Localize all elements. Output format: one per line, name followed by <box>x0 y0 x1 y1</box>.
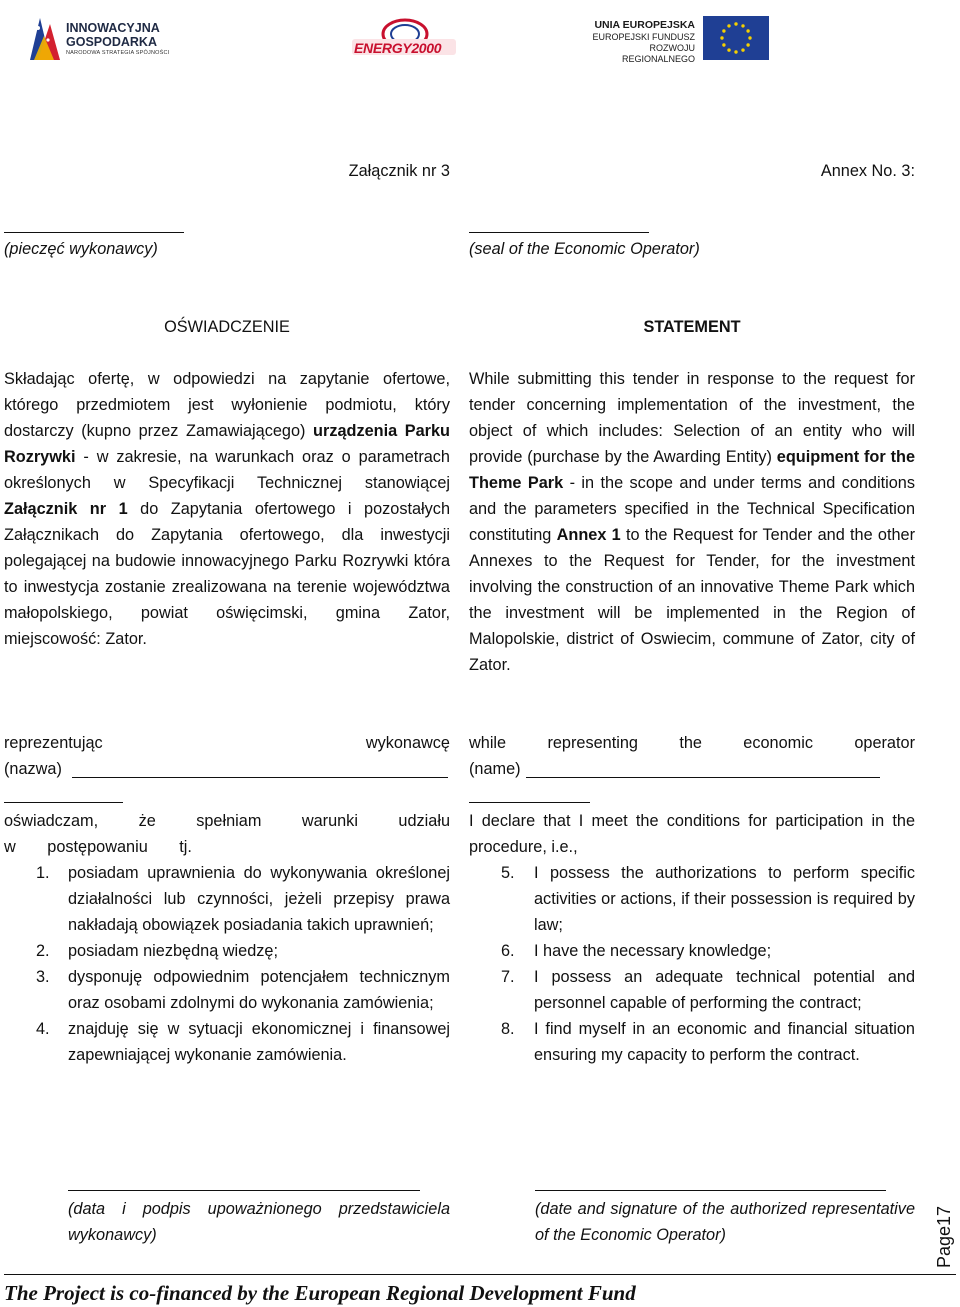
statement-heading-en: STATEMENT <box>643 318 741 336</box>
name-field-pl[interactable] <box>4 756 450 782</box>
name-line-en-1 <box>526 777 880 778</box>
eu-star-icon <box>727 48 730 51</box>
annex-title-pl: Załącznik nr 3 <box>348 162 450 180</box>
list-item-number: 2. <box>36 942 50 960</box>
list-item-text: posiadam uprawnienia do wykonywania określonej działalności lub czynności, jeżeli przepisy prawa nakładają obowiązek posiadania takich uprawnień; <box>68 864 450 934</box>
list-item-text: znajduję się w sytuacji ekonomicznej i finansowej zapewniającej wykonanie zamówienia. <box>68 1020 450 1064</box>
energy-2000-logo <box>350 12 460 62</box>
name-label-en: (name) <box>469 760 521 778</box>
eu-star-icon <box>748 36 751 39</box>
name-line-en-2 <box>469 802 590 803</box>
list-item-text: I possess an adequate technical potential and personnel capable of performing the contract; <box>534 968 915 1012</box>
list-item <box>4 1016 450 1068</box>
list-item <box>469 860 915 938</box>
name-line-pl-1 <box>72 777 448 778</box>
list-item-text: I find myself in an economic and financial situation ensuring my capacity to perform the contract. <box>534 1020 915 1064</box>
eu-star-icon <box>741 24 744 27</box>
statement-pl-text-2: - w zakresie, na warunkach oraz o parametrach określonych w Specyfikacji Technicznej stanowiącej <box>4 448 450 492</box>
list-item-number: 8. <box>501 1020 515 1038</box>
footer-rule <box>4 1274 956 1275</box>
logo-left-line3: NARODOWA STRATEGIA SPÓJNOŚCI <box>66 50 170 56</box>
list-item-number: 5. <box>501 864 515 882</box>
eu-flag-icon <box>703 16 769 60</box>
name-line-pl-2 <box>4 802 123 803</box>
eu-logo-line2: EUROPEJSKI FUNDUSZ <box>592 32 695 42</box>
eu-star-icon <box>741 48 744 51</box>
eu-star-icon <box>722 43 725 46</box>
statement-pl-bold-1: urządzenia Parku Rozrywki <box>4 422 450 466</box>
signature-label-en: (date and signature of the authorized representative of the Economic Operator) <box>535 1200 915 1244</box>
seal-label-pl: (pieczęć wykonawcy) <box>4 240 158 258</box>
list-item <box>4 964 450 1016</box>
statement-heading-pl: OŚWIADCZENIE <box>164 318 290 336</box>
footer-cofinanced: The Project is co-financed by the European Regional Development Fund <box>4 1281 636 1305</box>
statement-paragraph-pl <box>4 366 450 652</box>
statement-en-bold-1: equipment for the Theme Park <box>469 448 916 492</box>
eu-star-icon <box>720 36 723 39</box>
signature-line-pl <box>68 1190 420 1191</box>
list-item-text: dysponuję odpowiednim potencjałem technicznym oraz osobami zdolnymi do wykonania zamówienia; <box>68 968 450 1012</box>
eu-star-icon <box>727 24 730 27</box>
list-item-number: 3. <box>36 968 50 986</box>
list-item-number: 6. <box>501 942 515 960</box>
statement-en-text-3: to the Request for Tender and the other Annexes to the Request for Tender, for the investment involving the construction of an innovative Theme Park which the investment will be implemented in the Region of Malopolskie, district of Oswiecim, commune of Zator, city of Zator. <box>469 526 916 674</box>
seal-label-en: (seal of the Economic Operator) <box>469 240 700 258</box>
eu-logo <box>585 15 770 64</box>
statement-en-text-2: - in the scope and under terms and conditions and the parameters specified in the Technical Specification constituting <box>469 474 915 544</box>
eu-star-icon <box>734 50 737 53</box>
name-field-en[interactable] <box>469 756 915 782</box>
annex-title-en: Annex No. 3: <box>820 162 915 180</box>
eu-logo-line1: UNIA EUROPEJSKA <box>594 19 695 31</box>
declare-text-en: I declare that I meet the conditions for participation in the procedure, i.e., <box>469 812 915 856</box>
ig-emblem-icon <box>28 14 62 62</box>
statement-paragraph-en <box>469 366 915 678</box>
list-item-text: I possess the authorizations to perform specific activities or actions, if their possession is required by law; <box>534 864 915 934</box>
list-item-number: 1. <box>36 864 50 882</box>
eu-star-icon <box>746 29 749 32</box>
signature-line-en <box>535 1190 886 1191</box>
list-item-number: 7. <box>501 968 515 986</box>
list-item-text: posiadam niezbędną wiedzę; <box>68 942 278 960</box>
seal-line-right <box>469 232 649 233</box>
declare-text-pl: oświadczam, że spełniam warunki udziału w postępowaniu tj. <box>4 812 450 856</box>
logo-left-line2: GOSPODARKA <box>66 35 157 49</box>
list-item <box>469 1016 915 1068</box>
statement-pl-bold-2: Załącznik nr 1 <box>4 500 128 518</box>
statement-pl-text-3: do Zapytania ofertowego i pozostałych Załącznikach do Zapytania ofertowego, dla inwestycji polegającej na budowie innowacyjnego Parku Rozrywki która to inwestycja zostanie zrealizowana na terenie województwa małopolskiego, powiat oświęcimski, gmina Zator, miejscowość: Zator. <box>4 500 450 648</box>
representing-line-pl: reprezentując wykonawcę <box>4 734 450 752</box>
list-item <box>469 964 915 1016</box>
page-number <box>930 1196 960 1276</box>
page-number-text: Page17 <box>934 1205 954 1268</box>
statement-en-text-1: While submitting this tender in response to the request for tender concerning implementation of the investment, the object of which includes: Selection of an entity who will provide (purchase by the Awarding Entity) <box>469 370 915 466</box>
list-item <box>4 860 450 938</box>
signature-label-pl: (data i podpis upoważnionego przedstawiciela wykonawcy) <box>68 1200 450 1244</box>
innowacyjna-gospodarka-logo <box>28 14 178 62</box>
seal-line-left <box>4 232 184 233</box>
statement-en-bold-2: Annex 1 <box>556 526 621 544</box>
list-item <box>469 938 915 964</box>
eu-star-icon <box>722 29 725 32</box>
eu-star-icon <box>734 22 737 25</box>
energy-logo-text: ENERGY2000 <box>354 40 442 56</box>
name-label-pl: (nazwa) <box>4 760 62 778</box>
conditions-list-en <box>469 860 915 1068</box>
eu-logo-line3: ROZWOJU REGIONALNEGO <box>621 43 695 64</box>
list-item-number: 4. <box>36 1020 50 1038</box>
list-item <box>4 938 450 964</box>
logo-left-line1: INNOWACYJNA <box>66 21 160 35</box>
eu-star-icon <box>746 43 749 46</box>
list-item-text: I have the necessary knowledge; <box>534 942 772 960</box>
statement-pl-text-1: Składając ofertę, w odpowiedzi na zapytanie ofertowe, którego przedmiotem jest wyłonienie podmiotu, który dostarczy (kupno przez Zamawiającego) <box>4 370 450 440</box>
conditions-list-pl <box>4 860 450 1068</box>
representing-line-en: while representing the economic operator <box>469 734 915 752</box>
